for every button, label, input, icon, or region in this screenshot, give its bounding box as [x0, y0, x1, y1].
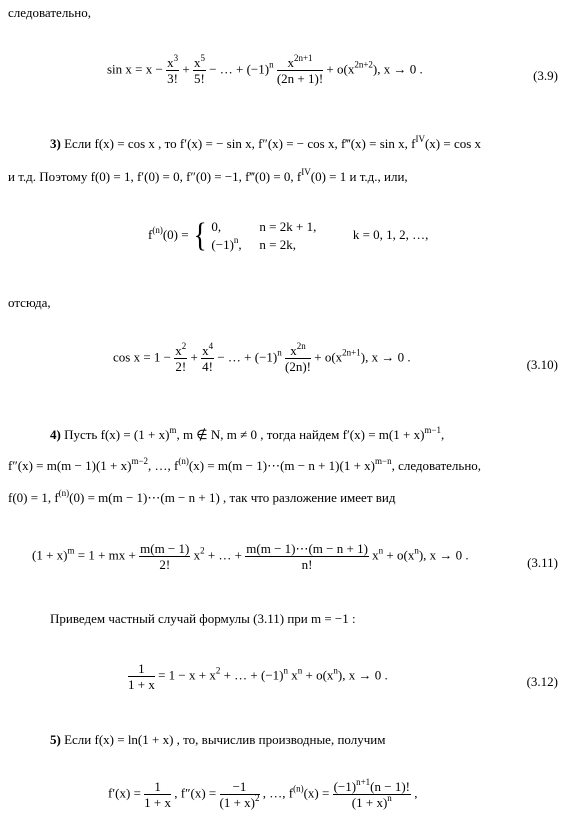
equation-derivatives: f′(x) = $\frac{1}{1 + x}$ , f″(x) = $\frac{-1}{(1 + x)^2}$ , …, $f^{(n)}(x)$ = $\frac{(-1)^{n+1}(n - 1)!}{(1 + x)^n}$ ,	[108, 777, 418, 810]
equation-3-12: $\frac{1}{1 + x}$ = $1 - x + x^2$ + … + $(-1)^n$ $x^n + o(x^n)$, x → 0 .	[128, 661, 388, 692]
paragraph-4-line3: f(0) = 1, $f^{(n)}(0) = m(m$ − 1)⋯(m − n + 1) , так что разложение имеет вид	[8, 488, 396, 505]
thus-text: отсюда,	[8, 295, 51, 310]
equation-cases: $f^{(n)}(0)$ = { 0, n = 2k + 1, $(-1)^n$, n = 2k, k = 0, 1, 2, …,	[148, 217, 429, 254]
equation-number-3-12: (3.12)	[526, 674, 558, 689]
equation-number-3-11: (3.11)	[527, 555, 558, 570]
equation-3-9: sin x = x − $\frac{x^3}{3!}$ + $\frac{x^5}{5!}$ − … + $(-1)^n$ $\frac{x^{2n+1}}{(2n + 1)!}$ + $o(x^{2n+2})$, x → 0 .	[107, 53, 423, 86]
equation-3-11: $(1 + x)^m = 1$ + mx + $\frac{m(m - 1)}{2!}$ $x^2$ + … + $\frac{m(m - 1)\cdots(m - n + 1)}{n!}$ $x^n + o(x^n)$, x → 0 .	[32, 541, 469, 572]
paragraph-4-line1: 4) Пусть $f(x) = (1 + x)^m$, m ∉ N, m ≠ 0 , тогда найдем $f'(x) = m(1 + x)^{m-1}$,	[50, 425, 445, 442]
intro-text: следовательно,	[8, 5, 91, 20]
left-brace: {	[193, 217, 207, 254]
paragraph-4-line2: $f''(x) = m(m - 1)(1 + x)^{m-2}$, …, $f^{(n)}(x) = m(m$ − 1)⋯(m − $n + 1)(1 + x)^{m-n}$, следовательно,	[8, 456, 482, 473]
paragraph-3-line2: и т.д. Поэтому f(0) = 1, f′(0) = 0, f″(0) = −1, f‴(0) = 0, $f^{IV}(0) = 1$ и т.д., или,	[8, 167, 408, 184]
special-case-text: Приведем частный случай формулы (3.11) при m = −1 :	[50, 611, 356, 626]
paragraph-3-line1: 3) Если f(x) = cos x , то f′(x) = − sin x, f″(x) = − cos x, f‴(x) = sin x, $f^{IV}(x) = \cos x$	[50, 134, 482, 151]
equation-number-3-10: (3.10)	[526, 357, 558, 372]
equation-3-10: cos x = 1 − $\frac{x^2}{2!}$ + $\frac{x^4}{4!}$ − … + $(-1)^n$ $\frac{x^{2n}}{(2n)!}$ + $o(x^{2n+1})$, x → 0 .	[113, 341, 411, 374]
equation-number-3-9: (3.9)	[533, 68, 558, 83]
paragraph-5: 5) Если f(x) = ln(1 + x) , то, вычислив производные, получим	[50, 732, 386, 747]
